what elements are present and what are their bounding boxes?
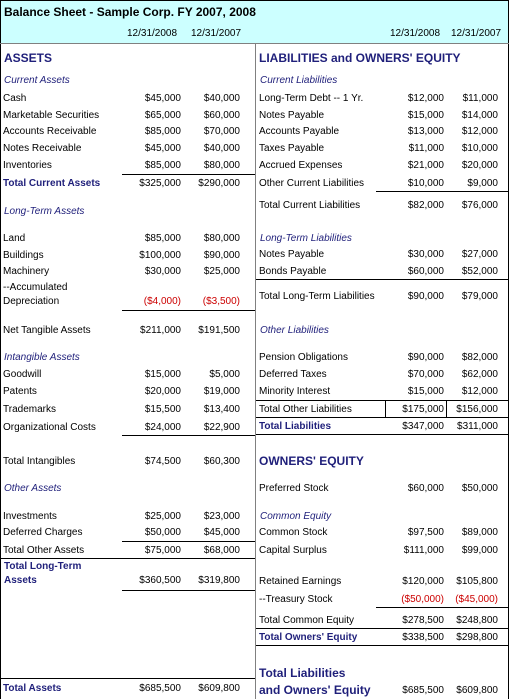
total-long-term-value-2007: $319,800 (198, 575, 240, 586)
depreciation-rule (122, 310, 255, 311)
total-long-term-liabilities-value-2008: $90,000 (407, 291, 444, 302)
header-band (0, 0, 509, 43)
current-asset-row-label: Cash (3, 93, 27, 104)
current-liability-row-label: Notes Payable (259, 110, 325, 121)
total-long-term-rule (122, 590, 255, 591)
total-long-term-liabilities-value-2007: $79,000 (461, 291, 498, 302)
common-equity-row-value-2007: $89,000 (461, 527, 498, 538)
common-equity-label: Common Equity (260, 511, 332, 522)
current-asset-row-value-2008: $45,000 (144, 93, 181, 104)
current-liability-row-label: Taxes Payable (259, 143, 325, 154)
net-tangible-assets-value-2007: $191,500 (198, 325, 240, 336)
total-other-liabilities-value-2008: $175,000 (402, 404, 444, 415)
other-liabilities-box-left (385, 400, 386, 417)
current-liability-row-value-2008: $10,000 (407, 178, 444, 189)
left-date-2007: 12/31/2007 (191, 28, 242, 39)
total-intangibles-value-2007: $60,300 (203, 456, 240, 467)
preferred-stock-value-2008: $60,000 (407, 483, 444, 494)
current-liability-row-value-2008: $12,000 (407, 93, 444, 104)
long-term-asset-row-label: Machinery (3, 266, 50, 277)
current-liability-row-value-2007: $12,000 (461, 126, 498, 137)
other-liability-row-value-2007: $62,000 (461, 369, 498, 380)
other-assets-rule (122, 541, 255, 542)
other-liability-row-value-2008: $15,000 (407, 386, 444, 397)
net-tangible-assets-value-2008: $211,000 (140, 325, 181, 336)
current-asset-row-label: Marketable Securities (3, 110, 100, 121)
total-common-equity-rule (256, 628, 509, 629)
total-current-assets-value-2008: $325,000 (139, 178, 181, 189)
liabilities-heading: LIABILITIES and OWNERS' EQUITY (259, 51, 461, 65)
current-asset-row-value-2007: $40,000 (203, 93, 240, 104)
current-liability-row-value-2008: $15,000 (407, 110, 444, 121)
sheet-title: Balance Sheet - Sample Corp. FY 2007, 2008 (4, 5, 256, 19)
current-liability-row-value-2007: $10,000 (461, 143, 498, 154)
total-other-liabilities-label: Total Other Liabilities (259, 404, 352, 415)
intangible-asset-row-value-2008: $15,500 (144, 404, 181, 415)
retained-earnings-label: Retained Earnings (259, 576, 342, 587)
total-current-liabilities-value-2008: $82,000 (407, 200, 444, 211)
grand-total-line2: and Owners' Equity (259, 683, 371, 697)
total-current-liabilities-value-2007: $76,000 (461, 200, 498, 211)
depreciation-value-2007: ($3,500) (202, 296, 240, 307)
other-asset-row-label: Investments (3, 511, 57, 522)
total-other-assets-value-2007: $68,000 (203, 545, 240, 556)
intangible-asset-row-label: Patents (3, 386, 37, 397)
current-liability-row-label: Accrued Expenses (259, 160, 343, 171)
treasury-rule (376, 607, 509, 608)
current-asset-row-value-2007: $70,000 (203, 126, 240, 137)
retained-earnings-value-2007: $105,800 (456, 576, 498, 587)
common-equity-row-label: Capital Surplus (259, 545, 327, 556)
intangible-asset-row-label: Organizational Costs (3, 422, 96, 433)
other-liabilities-rule (256, 400, 509, 401)
grand-total-line1: Total Liabilities (259, 666, 346, 680)
treasury-stock-label: --Treasury Stock (259, 594, 333, 605)
total-owners-equity-value-2007: $298,800 (456, 632, 498, 643)
common-equity-row-value-2008: $111,000 (403, 545, 444, 556)
other-asset-row-value-2008: $50,000 (144, 527, 181, 538)
current-liability-row-value-2007: $20,000 (461, 160, 498, 171)
long-term-liability-row-value-2007: $52,000 (461, 266, 498, 277)
current-asset-row-value-2007: $80,000 (203, 160, 240, 171)
current-assets-label: Current Assets (4, 75, 70, 86)
net-tangible-assets-label: Net Tangible Assets (3, 325, 91, 336)
current-asset-row-value-2008: $65,000 (144, 110, 181, 121)
long-term-assets-label: Long-Term Assets (4, 206, 85, 217)
other-liability-row-value-2008: $70,000 (407, 369, 444, 380)
current-asset-row-label: Accounts Receivable (3, 126, 97, 137)
current-asset-row-value-2007: $40,000 (203, 143, 240, 154)
long-term-asset-row-label: Buildings (3, 250, 44, 261)
owners-equity-heading: OWNERS' EQUITY (259, 454, 364, 468)
total-liabilities-value-2007: $311,000 (457, 421, 498, 432)
current-assets-rule (122, 174, 255, 175)
intangible-asset-row-value-2007: $19,000 (203, 386, 240, 397)
other-asset-row-value-2007: $23,000 (203, 511, 240, 522)
current-asset-row-label: Notes Receivable (3, 143, 82, 154)
treasury-stock-value-2008: ($50,000) (401, 594, 444, 605)
other-liability-row-value-2008: $90,000 (407, 352, 444, 363)
current-liability-row-value-2008: $21,000 (407, 160, 444, 171)
current-liabilities-label: Current Liabilities (260, 75, 338, 86)
right-date-2008: 12/31/2008 (390, 28, 441, 39)
total-other-liabilities-rule (256, 417, 509, 418)
total-other-assets-rule (0, 558, 255, 559)
total-assets-rule (0, 678, 255, 679)
total-liabilities-value-2008: $347,000 (402, 421, 444, 432)
intangible-asset-row-value-2007: $5,000 (209, 369, 240, 380)
intangible-asset-row-label: Goodwill (3, 369, 42, 380)
assets-heading: ASSETS (4, 51, 53, 65)
total-long-term-line2: Assets (4, 575, 37, 586)
total-current-assets-label: Total Current Assets (3, 178, 101, 189)
other-liability-row-value-2007: $82,000 (461, 352, 498, 363)
grand-total-value-2008: $685,500 (402, 685, 444, 696)
other-liabilities-box-mid (446, 400, 447, 417)
top-border (0, 0, 509, 1)
intangible-assets-label: Intangible Assets (4, 352, 80, 363)
long-term-liabilities-label: Long-Term Liabilities (260, 233, 352, 244)
retained-earnings-value-2008: $120,000 (402, 576, 444, 587)
other-assets-label: Other Assets (4, 483, 62, 494)
total-assets-value-2008: $685,500 (139, 683, 181, 694)
current-asset-row-value-2007: $60,000 (203, 110, 240, 121)
total-intangibles-value-2008: $74,500 (144, 456, 181, 467)
long-term-asset-row-label: Land (3, 233, 26, 244)
current-liability-row-value-2008: $13,000 (407, 126, 444, 137)
total-common-equity-value-2008: $278,500 (402, 615, 444, 626)
total-intangibles-label: Total Intangibles (3, 456, 76, 467)
right-date-2007: 12/31/2007 (451, 28, 502, 39)
current-liability-row-value-2007: $9,000 (467, 178, 498, 189)
total-liabilities-rule (256, 434, 509, 435)
other-liability-row-value-2007: $12,000 (461, 386, 498, 397)
other-liabilities-label: Other Liabilities (260, 325, 329, 336)
treasury-stock-value-2007: ($45,000) (455, 594, 498, 605)
grand-total-value-2007: $609,800 (456, 685, 498, 696)
total-current-liabilities-label: Total Current Liabilities (259, 200, 361, 211)
intangible-asset-row-value-2007: $13,400 (203, 404, 240, 415)
center-divider (255, 43, 256, 699)
current-asset-row-value-2008: $85,000 (144, 160, 181, 171)
current-liability-row-label: Accounts Payable (259, 126, 340, 137)
total-assets-value-2007: $609,800 (198, 683, 240, 694)
long-term-asset-row-value-2008: $30,000 (144, 266, 181, 277)
total-other-assets-label: Total Other Assets (3, 545, 85, 556)
total-long-term-line1: Total Long-Term (4, 561, 82, 572)
total-common-equity-label: Total Common Equity (259, 615, 355, 626)
long-term-liability-row-value-2007: $27,000 (461, 249, 498, 260)
current-liability-row-value-2007: $14,000 (461, 110, 498, 121)
total-other-liabilities-value-2007: $156,000 (456, 404, 498, 415)
long-term-asset-row-value-2008: $85,000 (144, 233, 181, 244)
other-asset-row-value-2008: $25,000 (144, 511, 181, 522)
preferred-stock-value-2007: $50,000 (461, 483, 498, 494)
long-term-asset-row-value-2007: $80,000 (203, 233, 240, 244)
total-owners-equity-label: Total Owners' Equity (259, 632, 358, 643)
current-asset-row-value-2008: $45,000 (144, 143, 181, 154)
current-asset-row-label: Inventories (3, 160, 52, 171)
long-term-liability-row-label: Bonds Payable (259, 266, 327, 277)
total-long-term-liabilities-label: Total Long-Term Liabilities (259, 291, 375, 302)
total-liabilities-label: Total Liabilities (259, 421, 332, 432)
total-common-equity-value-2007: $248,800 (456, 615, 498, 626)
intangible-asset-row-value-2008: $20,000 (144, 386, 181, 397)
other-asset-row-label: Deferred Charges (3, 527, 83, 538)
current-liabilities-rule (376, 191, 509, 192)
other-asset-row-value-2007: $45,000 (203, 527, 240, 538)
common-equity-row-label: Common Stock (259, 527, 328, 538)
total-current-assets-value-2007: $290,000 (198, 178, 240, 189)
total-owners-equity-value-2008: $338,500 (402, 632, 444, 643)
intangible-asset-row-value-2007: $22,900 (203, 422, 240, 433)
intangible-asset-row-label: Trademarks (3, 404, 56, 415)
long-term-asset-row-value-2007: $25,000 (203, 266, 240, 277)
intangible-asset-row-value-2008: $15,000 (144, 369, 181, 380)
total-owners-equity-rule (256, 645, 509, 646)
long-term-liability-row-value-2008: $60,000 (407, 266, 444, 277)
accumulated-label: --Accumulated (3, 282, 68, 293)
total-other-assets-value-2008: $75,000 (144, 545, 181, 556)
current-liability-row-label: Long-Term Debt -- 1 Yr. (259, 93, 364, 104)
other-liability-row-label: Deferred Taxes (259, 369, 327, 380)
common-equity-row-value-2008: $97,500 (407, 527, 444, 538)
preferred-stock-label: Preferred Stock (259, 483, 329, 494)
long-term-asset-row-value-2007: $90,000 (203, 250, 240, 261)
total-long-term-value-2008: $360,500 (139, 575, 181, 586)
long-term-liability-row-label: Notes Payable (259, 249, 325, 260)
left-border (0, 0, 1, 699)
depreciation-value-2008: ($4,000) (143, 296, 181, 307)
left-date-2008: 12/31/2008 (127, 28, 178, 39)
depreciation-label: Depreciation (3, 296, 60, 307)
current-liability-row-label: Other Current Liabilities (259, 178, 365, 189)
long-term-asset-row-value-2008: $100,000 (139, 250, 181, 261)
current-liability-row-value-2008: $11,000 (408, 143, 444, 154)
long-term-liabilities-rule (256, 279, 509, 280)
current-asset-row-value-2008: $85,000 (144, 126, 181, 137)
current-liability-row-value-2007: $11,000 (462, 93, 498, 104)
other-liability-row-label: Minority Interest (259, 386, 331, 397)
other-liability-row-label: Pension Obligations (259, 352, 348, 363)
common-equity-row-value-2007: $99,000 (461, 545, 498, 556)
intangible-asset-row-value-2008: $24,000 (144, 422, 181, 433)
long-term-liability-row-value-2008: $30,000 (407, 249, 444, 260)
intangibles-rule (122, 435, 255, 436)
total-assets-label: Total Assets (3, 683, 62, 694)
